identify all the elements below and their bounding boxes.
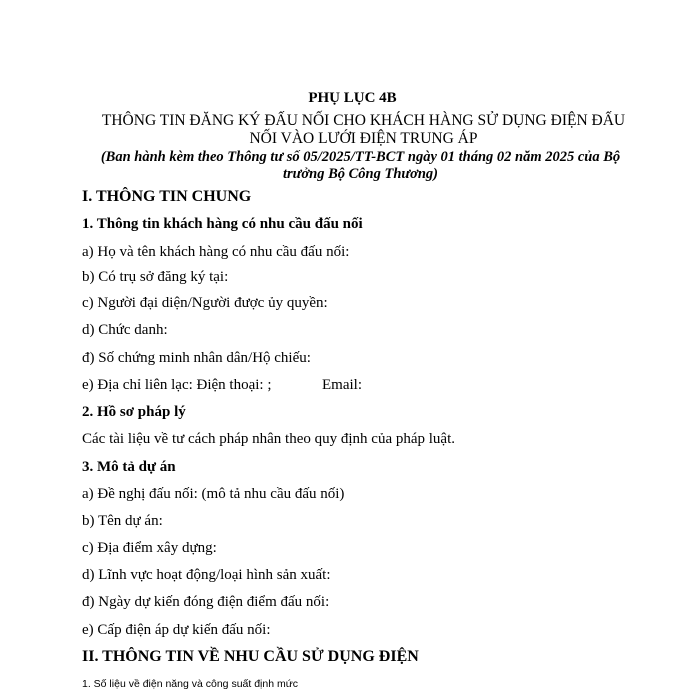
subsection-2-1-heading: 1. Số liệu về điện năng và công suất định mức	[82, 678, 298, 690]
field-construction-site: c) Địa điểm xây dựng:	[82, 540, 217, 556]
subsection-1-3-heading: 3. Mô tả dự án	[82, 459, 176, 475]
field-voltage-level: e) Cấp điện áp dự kiến đấu nối:	[82, 622, 271, 638]
field-registered-office: b) Có trụ sở đăng ký tại:	[82, 269, 229, 285]
field-id-passport: đ) Số chứng minh nhân dân/Hộ chiếu:	[82, 350, 311, 366]
field-business-sector: d) Lĩnh vực hoạt động/loại hình sản xuất:	[82, 567, 331, 583]
section-2-heading: II. THÔNG TIN VỀ NHU CẦU SỬ DỤNG ĐIỆN	[82, 648, 419, 665]
field-contact-phone: e) Địa chỉ liên lạc: Điện thoại: ;	[82, 377, 272, 393]
appendix-label: PHỤ LỤC 4B	[308, 90, 397, 106]
subsection-1-2-heading: 2. Hồ sơ pháp lý	[82, 404, 186, 420]
field-energization-date: đ) Ngày dự kiến đóng điện điểm đấu nối:	[82, 594, 330, 610]
field-connection-request: a) Đề nghị đấu nối: (mô tả nhu cầu đấu nối)	[82, 486, 345, 502]
field-position: d) Chức danh:	[82, 322, 168, 338]
issued-with-note: (Ban hành kèm theo Thông tư số 05/2025/TT-BCT ngày 01 tháng 02 năm 2025 của Bộ trưởng Bộ Công Thương)	[100, 149, 621, 182]
field-contact-email: Email:	[322, 377, 362, 393]
document-title: THÔNG TIN ĐĂNG KÝ ĐẤU NỐI CHO KHÁCH HÀNG SỬ DỤNG ĐIỆN ĐẤU NỐI VÀO LƯỚI ĐIỆN TRUNG ÁP	[101, 112, 626, 147]
subsection-1-1-heading: 1. Thông tin khách hàng có nhu cầu đấu nối	[82, 216, 363, 232]
field-customer-name: a) Họ và tên khách hàng có nhu cầu đấu nối:	[82, 244, 350, 260]
field-representative: c) Người đại diện/Người được ủy quyền:	[82, 295, 328, 311]
legal-documents-text: Các tài liệu về tư cách pháp nhân theo quy định của pháp luật.	[82, 431, 456, 447]
section-1-heading: I. THÔNG TIN CHUNG	[82, 188, 252, 205]
field-project-name: b) Tên dự án:	[82, 513, 163, 529]
